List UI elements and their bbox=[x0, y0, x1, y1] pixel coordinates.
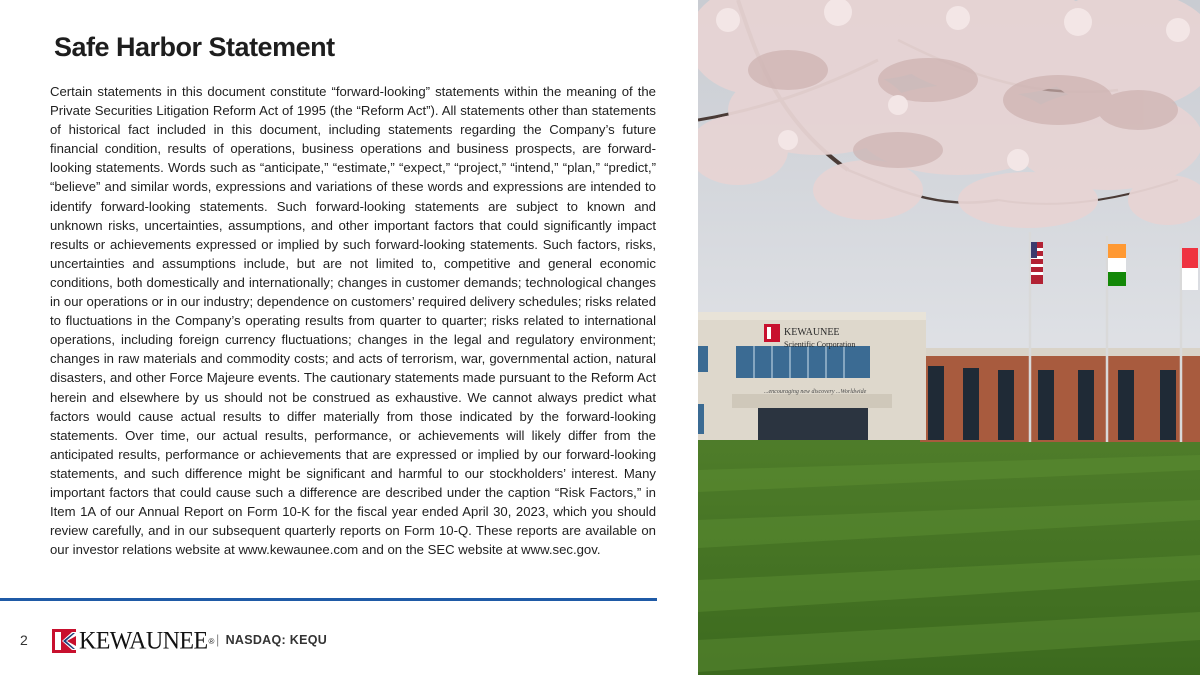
stock-ticker bbox=[216, 633, 327, 647]
india-flag-icon bbox=[1108, 244, 1126, 286]
singapore-flag-icon bbox=[1182, 248, 1198, 290]
logo-trademark: ® bbox=[208, 636, 215, 646]
safe-harbor-paragraph: Certain statements in this document constitute “forward-looking” statements within the meaning of the Private Securities Litigation Reform Act of 1995 (the “Reform Act”). All statements other than statements of historical fact included in this document, including statements regarding the Company’s future financial condition, results of operations, business operations and business prospects, are forward-looking statements. Words such as “anticipate,” “estimate,” “expect,” “project,” “intend,” “plan,” “predict,” “believe” and similar words, expressions and variations of these words and expressions are intended to identify forward-looking statements. Such forward-looking statements are subject to known and unknown risks, uncertainties, assumptions, and other important factors that could significantly impact results or achievements expressed or implied by such forward-looking statements. Such factors, risks, uncertainties and assumptions include, but are not limited to, competitive and general economic conditions, both domestically and internationally; changes in customer demands; technological changes in our operations or in our industry; dependence on customers’ required delivery schedules; risks related to fluctuations in the Company’s operating results from quarter to quarter; risks related to international operations, including foreign currency fluctuations; changes in the legal and regulatory environment; changes in raw materials and commodity costs; and acts of terrorism, war, governmental action, natural disasters, and other Force Majeure events. The cautionary statements made pursuant to the Reform Act herein and elsewhere by us should not be construed as exhaustive. We cannot always predict what factors would cause actual results to differ materially from those indicated by the forward-looking statements. Over time, our actual results, performance, or achievements will likely differ from the anticipated results, performance or achievements that are expressed or implied by our forward-looking statements, and such difference might be significant and harmful to our stockholders’ interest. Many important factors that could cause such a difference are described under the caption “Risk Factors,” in Item 1A of our Annual Report on Form 10-K for the fiscal year ended April 30, 2023, which you should review carefully, and in our subsequent quarterly reports on Form 10-Q. These reports are available on our investor relations website at www.kewaunee.com and on the SEC website at www.sec.gov. bbox=[50, 84, 656, 558]
sign-subtitle: Scientific Corporation bbox=[784, 340, 856, 349]
headquarters-photo bbox=[698, 0, 1200, 675]
sign-logo-mark-icon bbox=[764, 324, 780, 342]
logo-wordmark: KEWAUNEE bbox=[79, 627, 208, 655]
ticker-label: NASDAQ: KEQU bbox=[225, 633, 328, 647]
sign-name: KEWAUNEE bbox=[784, 327, 840, 338]
kewaunee-logo bbox=[52, 628, 214, 654]
footer-divider bbox=[0, 598, 657, 601]
slide-title: Safe Harbor Statement bbox=[54, 32, 335, 62]
ticker-separator: | bbox=[216, 633, 220, 647]
kewaunee-logo-mark-icon bbox=[52, 629, 76, 653]
us-flag-icon bbox=[1031, 242, 1043, 284]
brick-wing bbox=[920, 352, 1200, 442]
building-tagline: ...encouraging new discovery ...Worldwide bbox=[764, 389, 867, 395]
page-number: 2 bbox=[20, 632, 28, 648]
